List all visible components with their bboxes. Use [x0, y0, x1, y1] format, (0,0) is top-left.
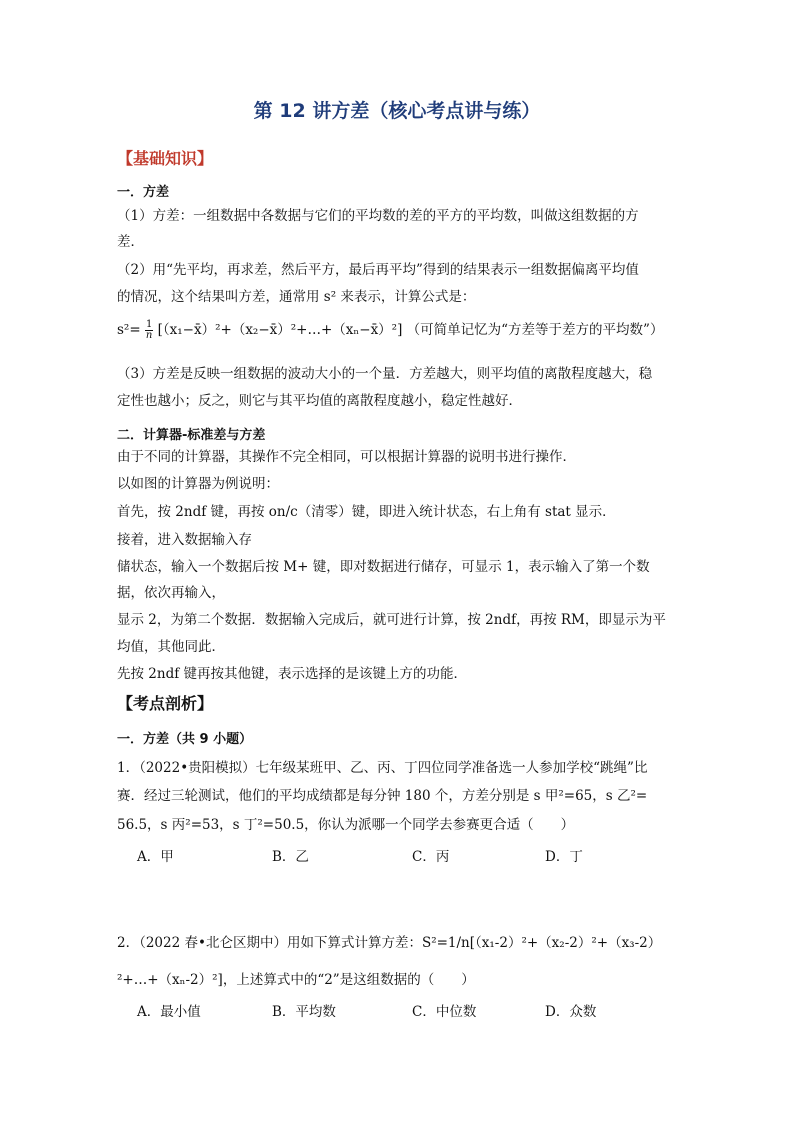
paragraph-line: 定性也越小；反之，则它与其平均值的离散程度越小，稳定性越好．: [117, 393, 522, 409]
paragraph-line: 接着，进入数据输入存: [117, 532, 252, 548]
question-2-option-b: B．平均数: [272, 1004, 336, 1020]
paragraph-line: 均值，其他同此．: [117, 639, 225, 655]
question-2-option-c: C．中位数: [412, 1004, 477, 1020]
question-1-line: 赛．经过三轮测试，他们的平均成绩都是每分钟 180 个，方差分别是 s 甲²=65，s 乙²=: [117, 788, 648, 804]
question-2-option-d: D．众数: [545, 1004, 597, 1020]
question-2-line: 2．（2022 春•北仑区期中）用如下算式计算方差：S²=1/n[（x₁-2）²+（x₂-2）²+（x₃-2）: [117, 935, 662, 951]
paragraph-line: （1）方差：一组数据中各数据与它们的平均数的差的平方的平均数，叫做这组数据的方: [117, 208, 639, 224]
paragraph-line: 储状态，输入一个数据后按 M+ 键，即对数据进行储存，可显示 1，表示输入了第一个数: [117, 559, 650, 575]
formula-body: [（x₁−x̄）²+（x₂−x̄）²+…+（xₙ−x̄）²]: [157, 322, 403, 338]
paragraph-line: 据，依次再输入，: [117, 585, 225, 601]
formula-fraction: [145, 320, 153, 341]
fraction-denominator: n: [145, 330, 153, 341]
variance-formula: [117, 318, 663, 341]
paragraph-line: 显示 2，为第二个数据．数据输入完成后，就可进行计算，按 2ndf，再按 RM，即显示为平: [117, 612, 666, 628]
paragraph-line: （2）用“先平均，再求差，然后平方，最后再平均”得到的结果表示一组数据偏离平均值: [117, 262, 639, 278]
question-1-line: 1．（2022•贵阳模拟）七年级某班甲、乙、丙、丁四位同学准备选一人参加学校“跳绳”比: [117, 760, 648, 776]
heading-variance: 一．方差: [117, 185, 170, 200]
question-2-line: ²+…+（xₙ-2）²]，上述算式中的“2”是这组数据的（ ）: [117, 972, 475, 988]
page-title: 第 12 讲方差（核心考点讲与练）: [253, 100, 541, 122]
question-2-option-a: A．最小值: [137, 1004, 201, 1020]
paragraph-line: 的情况，这个结果叫方差，通常用 s² 来表示，计算公式是：: [117, 289, 476, 305]
paragraph-line: 首先，按 2ndf 键，再按 on/c（清零）键，即进入统计状态，右上角有 stat 显示．: [117, 504, 616, 520]
question-1-option-d: D．丁: [545, 849, 583, 865]
paragraph-line: 差．: [117, 234, 144, 250]
paragraph-line: 先按 2ndf 键再按其他键，表示选择的是该键上方的功能．: [117, 666, 468, 682]
heading-calculator: 二．计算器-标准差与方差: [117, 428, 266, 443]
formula-lhs: s²=: [117, 322, 141, 338]
paragraph-line: 以如图的计算器为例说明：: [117, 476, 279, 492]
question-1-line: 56.5，s 丙²=53，s 丁²=50.5，你认为派哪一个同学去参赛更合适（ ）: [117, 817, 575, 833]
paragraph-line: （3）方差是反映一组数据的波动大小的一个量．方差越大，则平均值的离散程度越大，稳: [117, 366, 653, 382]
section-tag-basic-knowledge: 【基础知识】: [117, 149, 214, 168]
question-1-option-c: C．丙: [412, 849, 450, 865]
section-tag-analysis: 【考点剖析】: [117, 694, 214, 713]
formula-note: （可简单记忆为“方差等于差方的平均数”）: [406, 322, 664, 338]
paragraph-line: 由于不同的计算器，其操作不完全相同，可以根据计算器的说明书进行操作．: [117, 449, 576, 465]
heading-questions: 一．方差（共 9 小题）: [117, 732, 253, 747]
fraction-numerator: 1: [145, 319, 153, 330]
question-1-option-b: B．乙: [272, 849, 309, 865]
question-1-option-a: A．甲: [137, 849, 174, 865]
